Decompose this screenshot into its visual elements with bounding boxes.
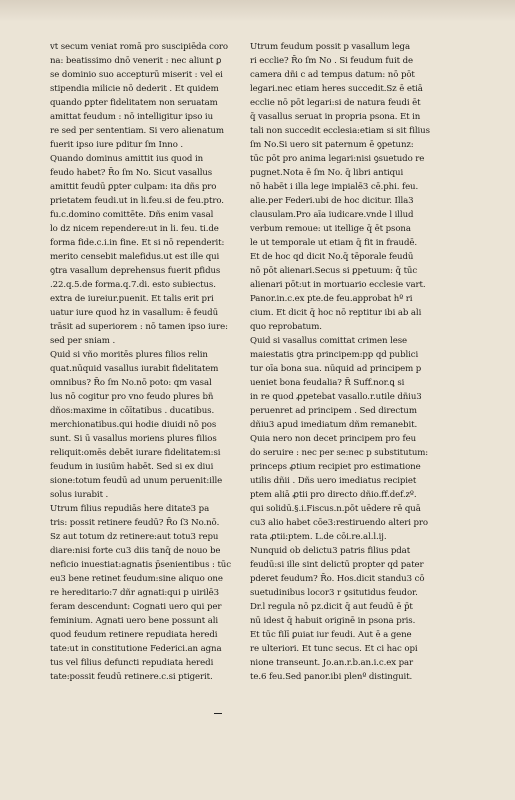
text-line: princeps ꝓtium recipiet pro estimatione [250,462,421,472]
text-line: dñiu3 apud imediatum dñm remanebit. [250,420,418,430]
text-line: verbum remoue: ut itellige q̄ ēt psona [250,224,411,234]
text-line: cium. Et dicit q̄ hoc nō reptitur ibi ab ali [250,308,422,318]
text-line: feudū:si ille sint delictū propter qd pater [250,560,424,570]
text-line: tus vel filius defuncti repudiata heredi [50,658,214,668]
text-line: quando ꝑpter fidelitatem non seruatam [50,98,218,108]
text-line: merchionatibus.qui hodie diuidi nō pos [50,420,217,430]
text-line: feram descendunt: Cognati uero qui per [50,602,222,612]
text-line: qui solidū.§.i.Fiscus.n.pōt uēdere rē quā [250,504,421,514]
text-line: ueniet bona feudalia? R̄ Suff.nor.ꝗ si [250,378,405,388]
text-line: diare:nisi forte cu3 diis tanq̄ de nouo be [50,546,221,556]
text-line: Dr.l regula nō pz.dicit q̄ aut feudū ē p̄t [250,602,413,612]
text-line: tris: possit retinere feudū? R̄o ſ3 No.nō. [50,518,220,528]
text-line: suetudinibus locor3 r ꝯsitutidus feudor. [250,588,418,598]
text-line: merito censebit malefidus.ut est ille qui [50,252,220,262]
text-line: Quid si vño moritēs plures filios relin [50,350,208,360]
text-line: pugnet.Nota ē ſm No. q̄ libri antiqui [250,168,404,178]
text-line: Panor.in.c.ex pte.de feu.approbat hº ri [250,294,413,304]
text-line: nū idest q̄ habuit originē in psona pris. [250,616,416,626]
text-line: extra de iureiur.puenit. Et talis erit pri [50,294,214,304]
text-line: in re quod ꝓpetebat vasallo.r.utile dñiu3 [250,392,422,402]
text-line: fu.c.domino comittēte. Dñs enim vasal [50,210,214,220]
text-line: Et tūc filī ꝑuiat iur feudi. Aut ē a gene [250,630,412,640]
text-line: Sz aut totum dz retinere:aut totu3 repu [50,532,219,542]
text-line: Utrum feudum possit p vasallum lega [250,42,410,52]
text-line: feudo habet? R̄o ſm No. Sicut vasallus [50,168,213,178]
text-line: sunt. Si ū vasallus moriens plures filios [50,434,217,444]
text-line: Quid si vasallus comittat crimen lese [250,336,408,346]
text-line: feminium. Agnati uero bene possunt ali [50,616,219,626]
text-line: nione transeunt. Jo.an.r.b.an.i.c.ex par [250,658,414,668]
text-line: re sed per sententiam. Si vero alienatum [50,126,224,136]
text-line: trāsit ad superiorem : nō tamen ipso iure: [50,322,228,332]
text-line: sione:totum feudū ad unum peruenit:ille [50,476,223,486]
text-line: ri ecclie? R̄o ſm No . Si feudum fuit de [250,56,413,66]
text-line: ptem aliā ꝓtii pro directo dñio.ff.def.zº. [250,490,417,500]
text-line: utilis dñii . Dñs uero imediatus recipiet [250,476,417,486]
text-line: Utrum filius repudiās here ditate3 pa [50,504,210,514]
text-line: eu3 bene retinet feudum:sine aliquo one [50,574,223,584]
text-line: peruenret ad principem . Sed directum [250,406,417,416]
text-line: pderet feudum? R̄o. Hos.dicit standu3 cō [250,574,425,584]
text-line: Quia nero non decet principem pro feu [250,434,417,444]
text-line: quat.nūquid vasallus iurabit fidelitatem [50,364,219,374]
text-line: tali non succedit ecclesia:etiam si sit filius [250,126,430,136]
text-line: nō pōt alienari.Secus si ꝑpetuum: q̄ tūc [250,266,418,276]
text-line: amittit feudū ꝑpter culpam: ita dñs pro [50,182,217,192]
right-text-column [250,40,460,684]
text-line: re ulteriori. Et tunc secus. Et ci hac opi [250,644,418,654]
text-line: ꝯtra vasallum deprehensus fuerit pfidus [50,266,221,276]
text-line: forma fide.c.i.in fine. Et si nō rependerit: [50,238,225,248]
text-line: ecclie nō pōt legari:si de natura feudi ēt [250,98,421,108]
text-line: alie.per Federi.ubi de hoc dicitur. Illa3 [250,196,414,206]
text-line: rata ꝓtii:ptem. L.de cōi.re.al.l.ij. [250,532,387,542]
text-line: quo reprobatum. [250,322,322,332]
text-line: legari.nec etiam heres succedit.Sz ē etiā [250,84,423,94]
text-line: tūc pōt pro anima legari:nisi ꝯsuetudo re [250,154,425,164]
left-text-column [50,40,256,684]
text-line: na: beatissimo dnō venerit : nec aliunt ꝑ [50,56,222,66]
text-line: quod feudum retinere repudiata heredi [50,630,218,640]
text-line: prietatem feudi.ut in li.feu.si de feu.ptro. [50,196,224,206]
text-line: tur oīa bona sua. nūquid ad principem p [250,364,422,374]
text-line: se dominio suo accepturū miserit : vel ei [50,70,223,80]
paper-stain [0,0,515,22]
text-line: dños:maxime in cōītatibus . ducatibus. [50,406,215,416]
text-line: uatur iure quod hz in vasallum: ē feudū [50,308,219,318]
text-line: lo dz nicem rependere:ut in li. feu. ti.de [50,224,219,234]
text-line: fuerit ipso iure pditur ſm Inno . [50,140,184,150]
text-line: tate:ut in constitutione Federici.an agna [50,644,222,654]
text-line: alienari pōt:ut in mortuario ecclesie vart. [250,280,426,290]
text-line: Quando dominus amittit ius quod in [50,154,204,164]
text-line: nō habēt i illa lege impialē3 cē.phi. feu. [250,182,419,192]
text-line: vt secum veniat romā pro suscipiēda coro [50,42,228,52]
text-line: do seruire : nec per se:nec p substitutum: [250,448,429,458]
text-line: ſm No.Si uero sit paternum ē ꝯpetunz: [250,140,414,150]
text-line: q̄ vasallus seruat in propria psona. Et in [250,112,421,122]
text-line: neficio inuestiat:agnatis p̄senientibus : tūc [50,560,231,570]
text-line: stipendia milicie nō dederit . Et quidem [50,84,219,94]
text-line: tate:possit feudū retinere.c.si ptigerit. [50,672,213,682]
text-line: clausulam.Pro aīa iudicare.vnde l illud [250,210,414,220]
text-line: sed per sniam . [50,336,116,346]
text-line: te.6 feu.Sed panor.ibi plenº distinguit. [250,672,413,682]
text-line: lus nō cogitur pro vno feudo plures bñ [50,392,214,402]
text-line: omnibus? R̄o ſm No.nō poto: qm vasal [50,378,212,388]
text-line: le ut temporale ut etiam q̄ fit in fraudē. [250,238,417,248]
text-line: cu3 alio habet cōe3:restiruendo alteri pro [250,518,428,528]
text-line: reliquit:omēs debēt iurare fidelitatem:si [50,448,221,458]
text-line: solus iurabit . [50,490,109,500]
text-line: camera dñi c ad tempus datum: nō pōt [250,70,415,80]
text-line: .22.q.5.de forma.q.7.di. esto subiectus. [50,280,216,290]
text-line: Nunquid ob delictu3 patris filius pdat [250,546,411,556]
text-line: maiestatis ꝯtra principem:pp qd publici [250,350,419,360]
text-line: amittat feudum : nō intelligitur ipso iu [50,112,214,122]
text-line: re hereditario:7 dñr agnati:qui p uirilē3 [50,588,220,598]
text-line: Et de hoc qd dicit No.q̄ tēporale feudū [250,252,414,262]
page-end-dash [214,713,222,714]
text-line: feudum in iusiūm habēt. Sed si ex diui [50,462,214,472]
